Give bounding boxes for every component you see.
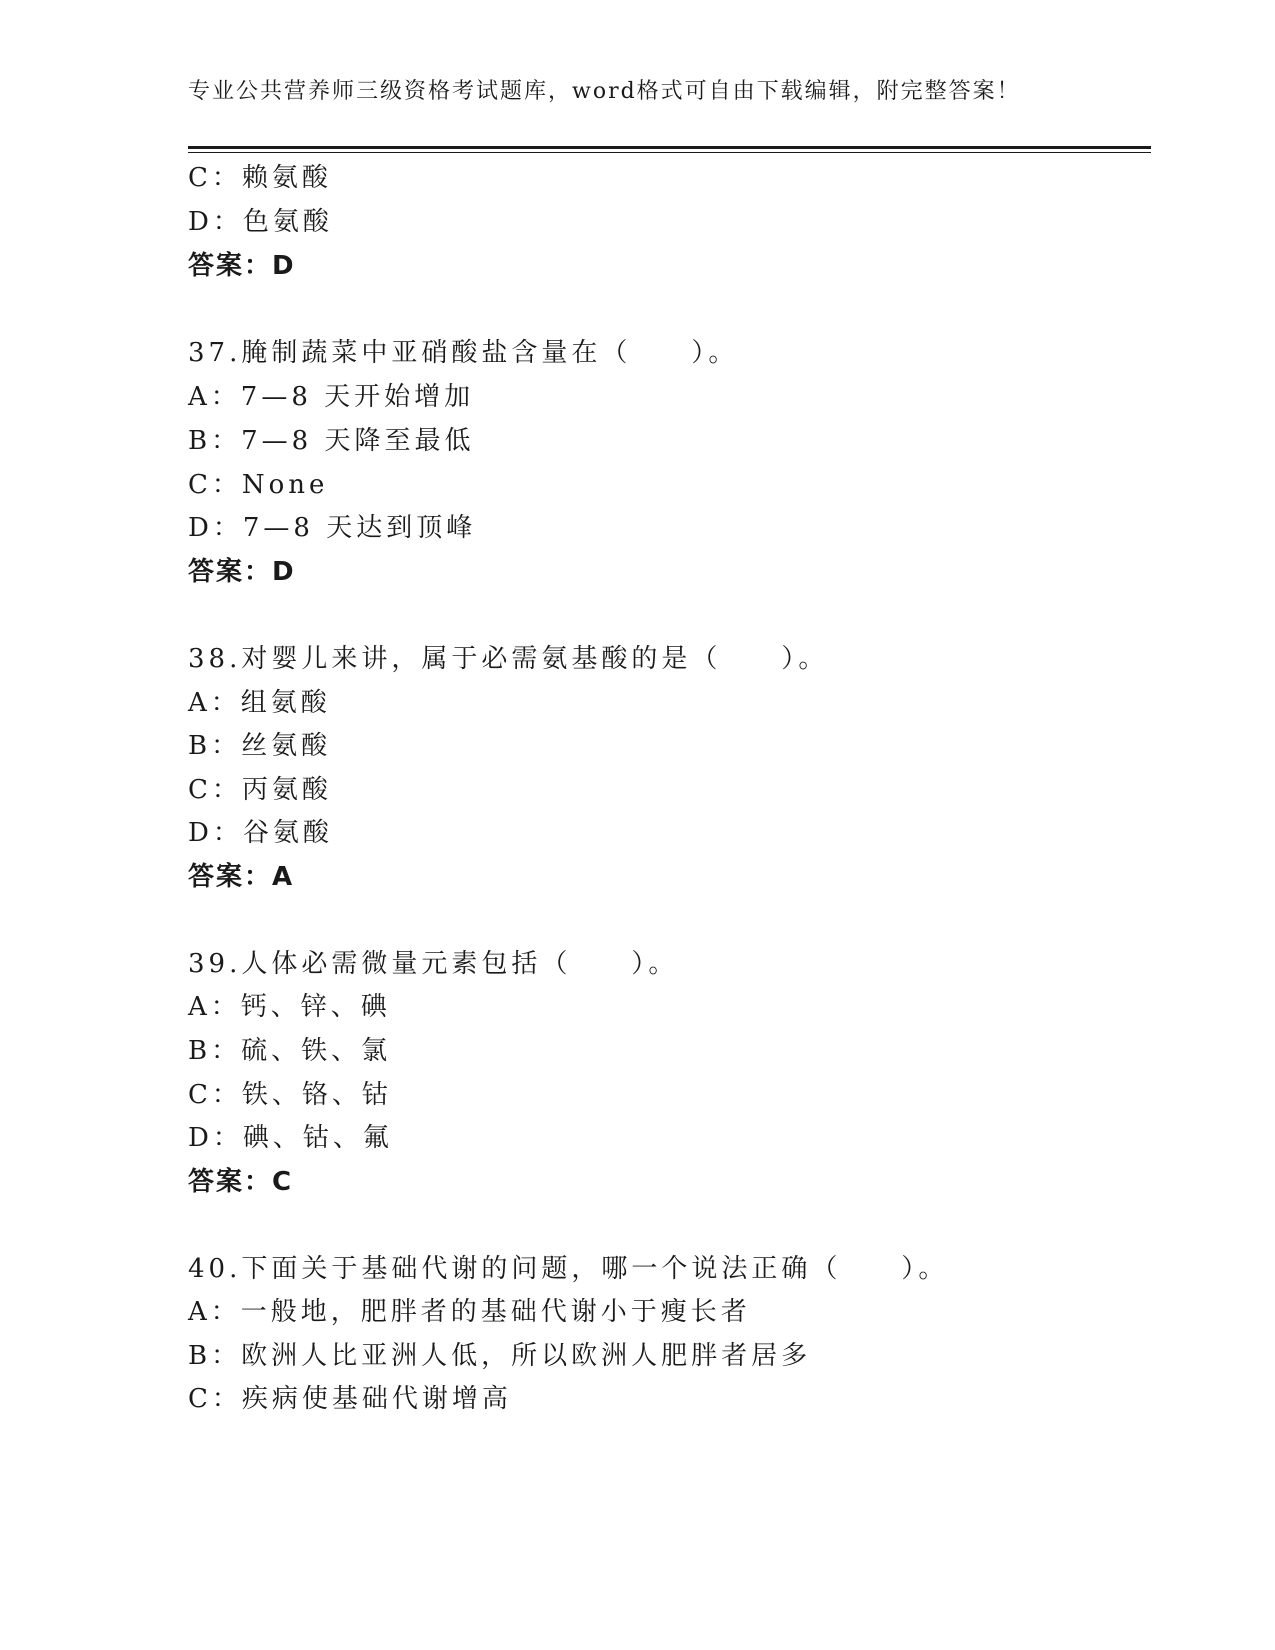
page-header: 专业公共营养师三级资格考试题库，word格式可自由下载编辑，附完整答案！ xyxy=(188,79,1021,104)
q38-question: 38.对婴儿来讲，属于必需氨基酸的是（ ）。 xyxy=(188,644,829,674)
q37-option-b: B：7—8 天降至最低 xyxy=(188,426,475,456)
q38-option-c: C：丙氨酸 xyxy=(188,775,332,805)
q37-option-a: A：7—8 天开始增加 xyxy=(188,382,475,412)
q37-option-c: C：None xyxy=(188,470,329,500)
q37-question: 37.腌制蔬菜中亚硝酸盐含量在（ ）。 xyxy=(188,338,739,368)
q36-option-d: D：色氨酸 xyxy=(188,207,333,237)
q39-option-b: B：硫、铁、氯 xyxy=(188,1036,392,1066)
q37-option-d: D：7—8 天达到顶峰 xyxy=(188,513,477,543)
q38-answer: 答案：A xyxy=(188,862,295,892)
q39-answer: 答案：C xyxy=(188,1167,294,1197)
q36-option-c: C：赖氨酸 xyxy=(188,163,332,193)
q40-option-a: A：一般地，肥胖者的基础代谢小于瘦长者 xyxy=(188,1297,751,1327)
q38-option-d: D：谷氨酸 xyxy=(188,818,333,848)
header-rule-thick xyxy=(188,146,1151,149)
q38-option-b: B：丝氨酸 xyxy=(188,731,332,761)
q40-option-c: C：疾病使基础代谢增高 xyxy=(188,1384,512,1414)
q39-question: 39.人体必需微量元素包括（ ）。 xyxy=(188,949,679,979)
q40-option-b: B：欧洲人比亚洲人低，所以欧洲人肥胖者居多 xyxy=(188,1341,812,1371)
q40-question: 40.下面关于基础代谢的问题，哪一个说法正确（ ）。 xyxy=(188,1254,949,1284)
q39-option-d: D：碘、钴、氟 xyxy=(188,1123,393,1153)
q39-option-a: A：钙、锌、碘 xyxy=(188,992,391,1022)
q36-answer: 答案：D xyxy=(188,251,296,281)
header-rule-thin xyxy=(188,152,1151,153)
q38-option-a: A：组氨酸 xyxy=(188,688,331,718)
q37-answer: 答案：D xyxy=(188,557,296,587)
q39-option-c: C：铁、铬、钴 xyxy=(188,1080,392,1110)
